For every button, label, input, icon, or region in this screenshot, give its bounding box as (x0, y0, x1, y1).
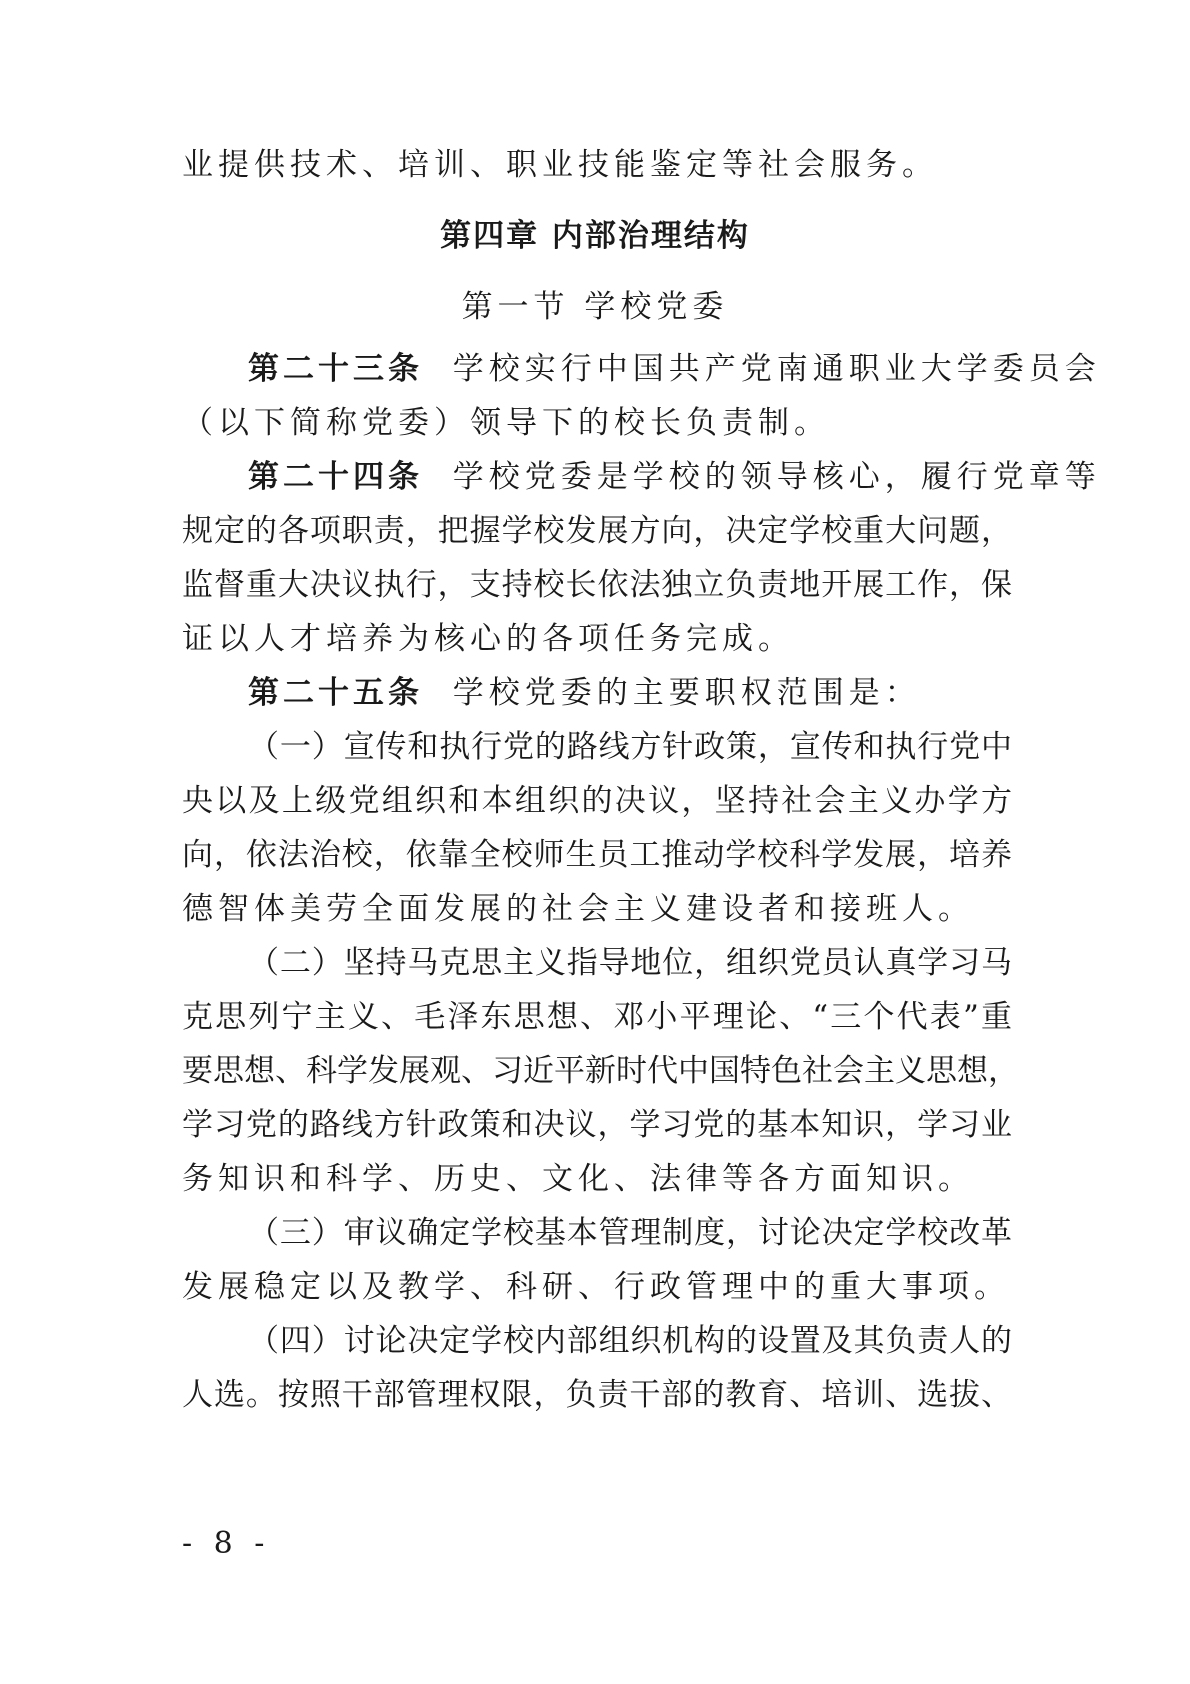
item-1-line-4: 德智体美劳全面发展的社会主义建设者和接班人。 (182, 891, 974, 927)
item-3-line-2: 发展稳定以及教学、科研、行政管理中的重大事项。 (182, 1269, 1010, 1305)
article-24-line-4: 证以人才培养为核心的各项任务完成。 (182, 621, 794, 657)
continuation-line: 业提供技术、培训、职业技能鉴定等社会服务。 (182, 147, 938, 183)
article-24-line-3: 监督重大决议执行，支持校长依法独立负责地开展工作，保 (182, 567, 1012, 603)
article-25-intro: 学校党委的主要职权范围是： (452, 675, 921, 711)
item-1-line-3: 向，依法治校，依靠全校师生员工推动学校科学发展，培养 (182, 837, 1012, 873)
article-23-first-line (248, 342, 1101, 396)
article-24-text: 学校党委是学校的领导核心，履行党章等 (452, 459, 1101, 495)
item-2-line-3: 要思想、科学发展观、习近平新时代中国特色社会主义思想， (182, 1053, 1019, 1089)
page-number: - 8 - (182, 1526, 271, 1561)
article-24-label: 第二十四条 (248, 459, 423, 495)
item-1-line-1: （一）宣传和执行党的路线方针政策，宣传和执行党中 (248, 729, 1012, 765)
item-3-line-1: （三）审议确定学校基本管理制度，讨论决定学校改革 (248, 1215, 1012, 1251)
item-2-line-1: （二）坚持马克思主义指导地位，组织党员认真学习马 (248, 945, 1012, 981)
article-25-first-line (248, 666, 1012, 720)
article-25-label: 第二十五条 (248, 675, 423, 711)
article-23-label: 第二十三条 (248, 351, 423, 387)
article-23-text: 学校实行中国共产党南通职业大学委员会 (452, 351, 1101, 387)
article-24-first-line (248, 450, 1101, 504)
item-1-line-2: 央以及上级党组织和本组织的决议，坚持社会主义办学方 (182, 783, 1012, 819)
section-title: 第一节 学校党委 (461, 289, 729, 325)
article-23-line-2: （以下简称党委）领导下的校长负责制。 (182, 405, 830, 441)
item-2-line-5: 务知识和科学、历史、文化、法律等各方面知识。 (182, 1161, 974, 1197)
item-2-line-4: 学习党的路线方针政策和决议，学习党的基本知识，学习业 (182, 1107, 1012, 1143)
item-4-line-1: （四）讨论决定学校内部组织机构的设置及其负责人的 (248, 1323, 1012, 1359)
item-2-line-2: 克思列宁主义、毛泽东思想、邓小平理论、“三个代表”重 (182, 999, 1012, 1035)
item-4-line-2: 人选。按照干部管理权限，负责干部的教育、培训、选拔、 (182, 1377, 1012, 1413)
article-24-line-2: 规定的各项职责，把握学校发展方向，决定学校重大问题， (182, 513, 1012, 549)
chapter-title: 第四章 内部治理结构 (440, 218, 750, 254)
